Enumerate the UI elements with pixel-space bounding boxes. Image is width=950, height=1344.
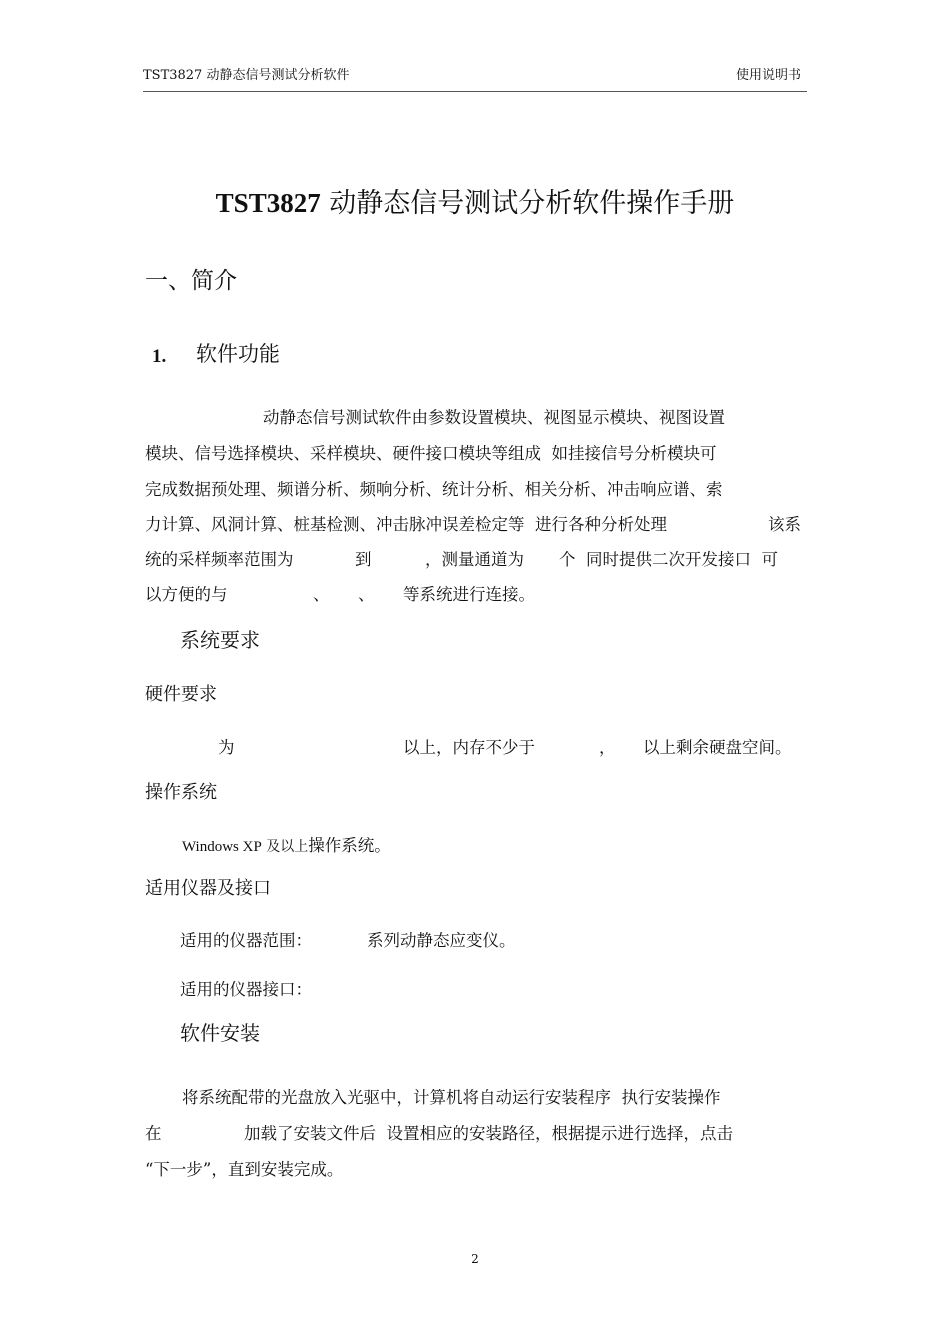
hardware-line-d: 以上剩余硬盘空间。 <box>643 738 792 757</box>
function-line-6d: 等系统进行连接。 <box>403 585 535 604</box>
header-right: 使用说明书 <box>736 68 802 83</box>
sysreq-heading: 系统要求 <box>180 628 260 652</box>
function-line-5b: 到 <box>355 550 372 569</box>
function-number: 1. <box>152 346 167 367</box>
title-latin: TST3827 <box>215 188 321 218</box>
install-heading: 软件安装 <box>180 1021 260 1045</box>
header-left: TST3827 动静态信号测试分析软件 <box>143 68 350 83</box>
instr-heading: 适用仪器及接口 <box>145 878 271 899</box>
hardware-line-b: 以上，内存不少于 <box>403 738 535 757</box>
function-line-5c: ，测量通道为 <box>425 550 524 569</box>
function-heading: 软件功能 <box>196 342 280 366</box>
header-rule <box>143 91 807 92</box>
function-line-6a: 以方便的与 <box>145 585 228 604</box>
page-title <box>0 190 950 217</box>
hardware-heading: 硬件要求 <box>145 684 217 705</box>
install-line-1: 将系统配带的光盘放入光驱中，计算机将自动运行安装程序 执行安装操作 <box>182 1088 721 1107</box>
function-line-4: 力计算、风洞计算、桩基检测、冲击脉冲误差检定等 进行各种分析处理 <box>145 515 667 534</box>
page-number: 2 <box>471 1252 479 1266</box>
function-line-6b: 、 <box>313 585 330 604</box>
function-line-5d: 个 同时提供二次开发接口 可 <box>559 550 778 569</box>
function-line-6c: 、 <box>358 585 375 604</box>
title-cjk: 动静态信号测试分析软件操作手册 <box>320 188 735 219</box>
function-line-3: 完成数据预处理、频谱分析、频响分析、统计分析、相关分析、冲击响应谱、索 <box>145 480 723 499</box>
os-line-rest: 操作系统。 <box>308 836 391 855</box>
intro-heading: 一、简介 <box>145 268 237 294</box>
install-line-2b: 加载了安装文件后 设置相应的安装路径，根据提示进行选择，点击 <box>244 1124 733 1143</box>
function-line-5a: 统的采样频率范围为 <box>145 550 294 569</box>
os-line <box>182 838 391 855</box>
function-line-4-end: 该系 <box>768 515 801 534</box>
os-heading: 操作系统 <box>145 782 217 803</box>
function-line-1: 动静态信号测试软件由参数设置模块、视图显示模块、视图设置 <box>263 408 725 427</box>
hardware-line-a: 为 <box>218 738 235 757</box>
install-line-3: “下一步”，直到安装完成。 <box>145 1160 344 1179</box>
install-line-2a: 在 <box>145 1124 162 1143</box>
instr-range-a: 适用的仪器范围： <box>180 931 312 950</box>
instr-range-b: 系列动静态应变仪。 <box>367 931 516 950</box>
os-line-latin: Windows XP <box>182 839 262 855</box>
os-line-small: 及以上 <box>261 839 309 855</box>
function-line-2: 模块、信号选择模块、采样模块、硬件接口模块等组成 如挂接信号分析模块可 <box>145 444 717 463</box>
instr-interface: 适用的仪器接口： <box>180 980 312 999</box>
hardware-line-c: ， <box>599 738 616 757</box>
